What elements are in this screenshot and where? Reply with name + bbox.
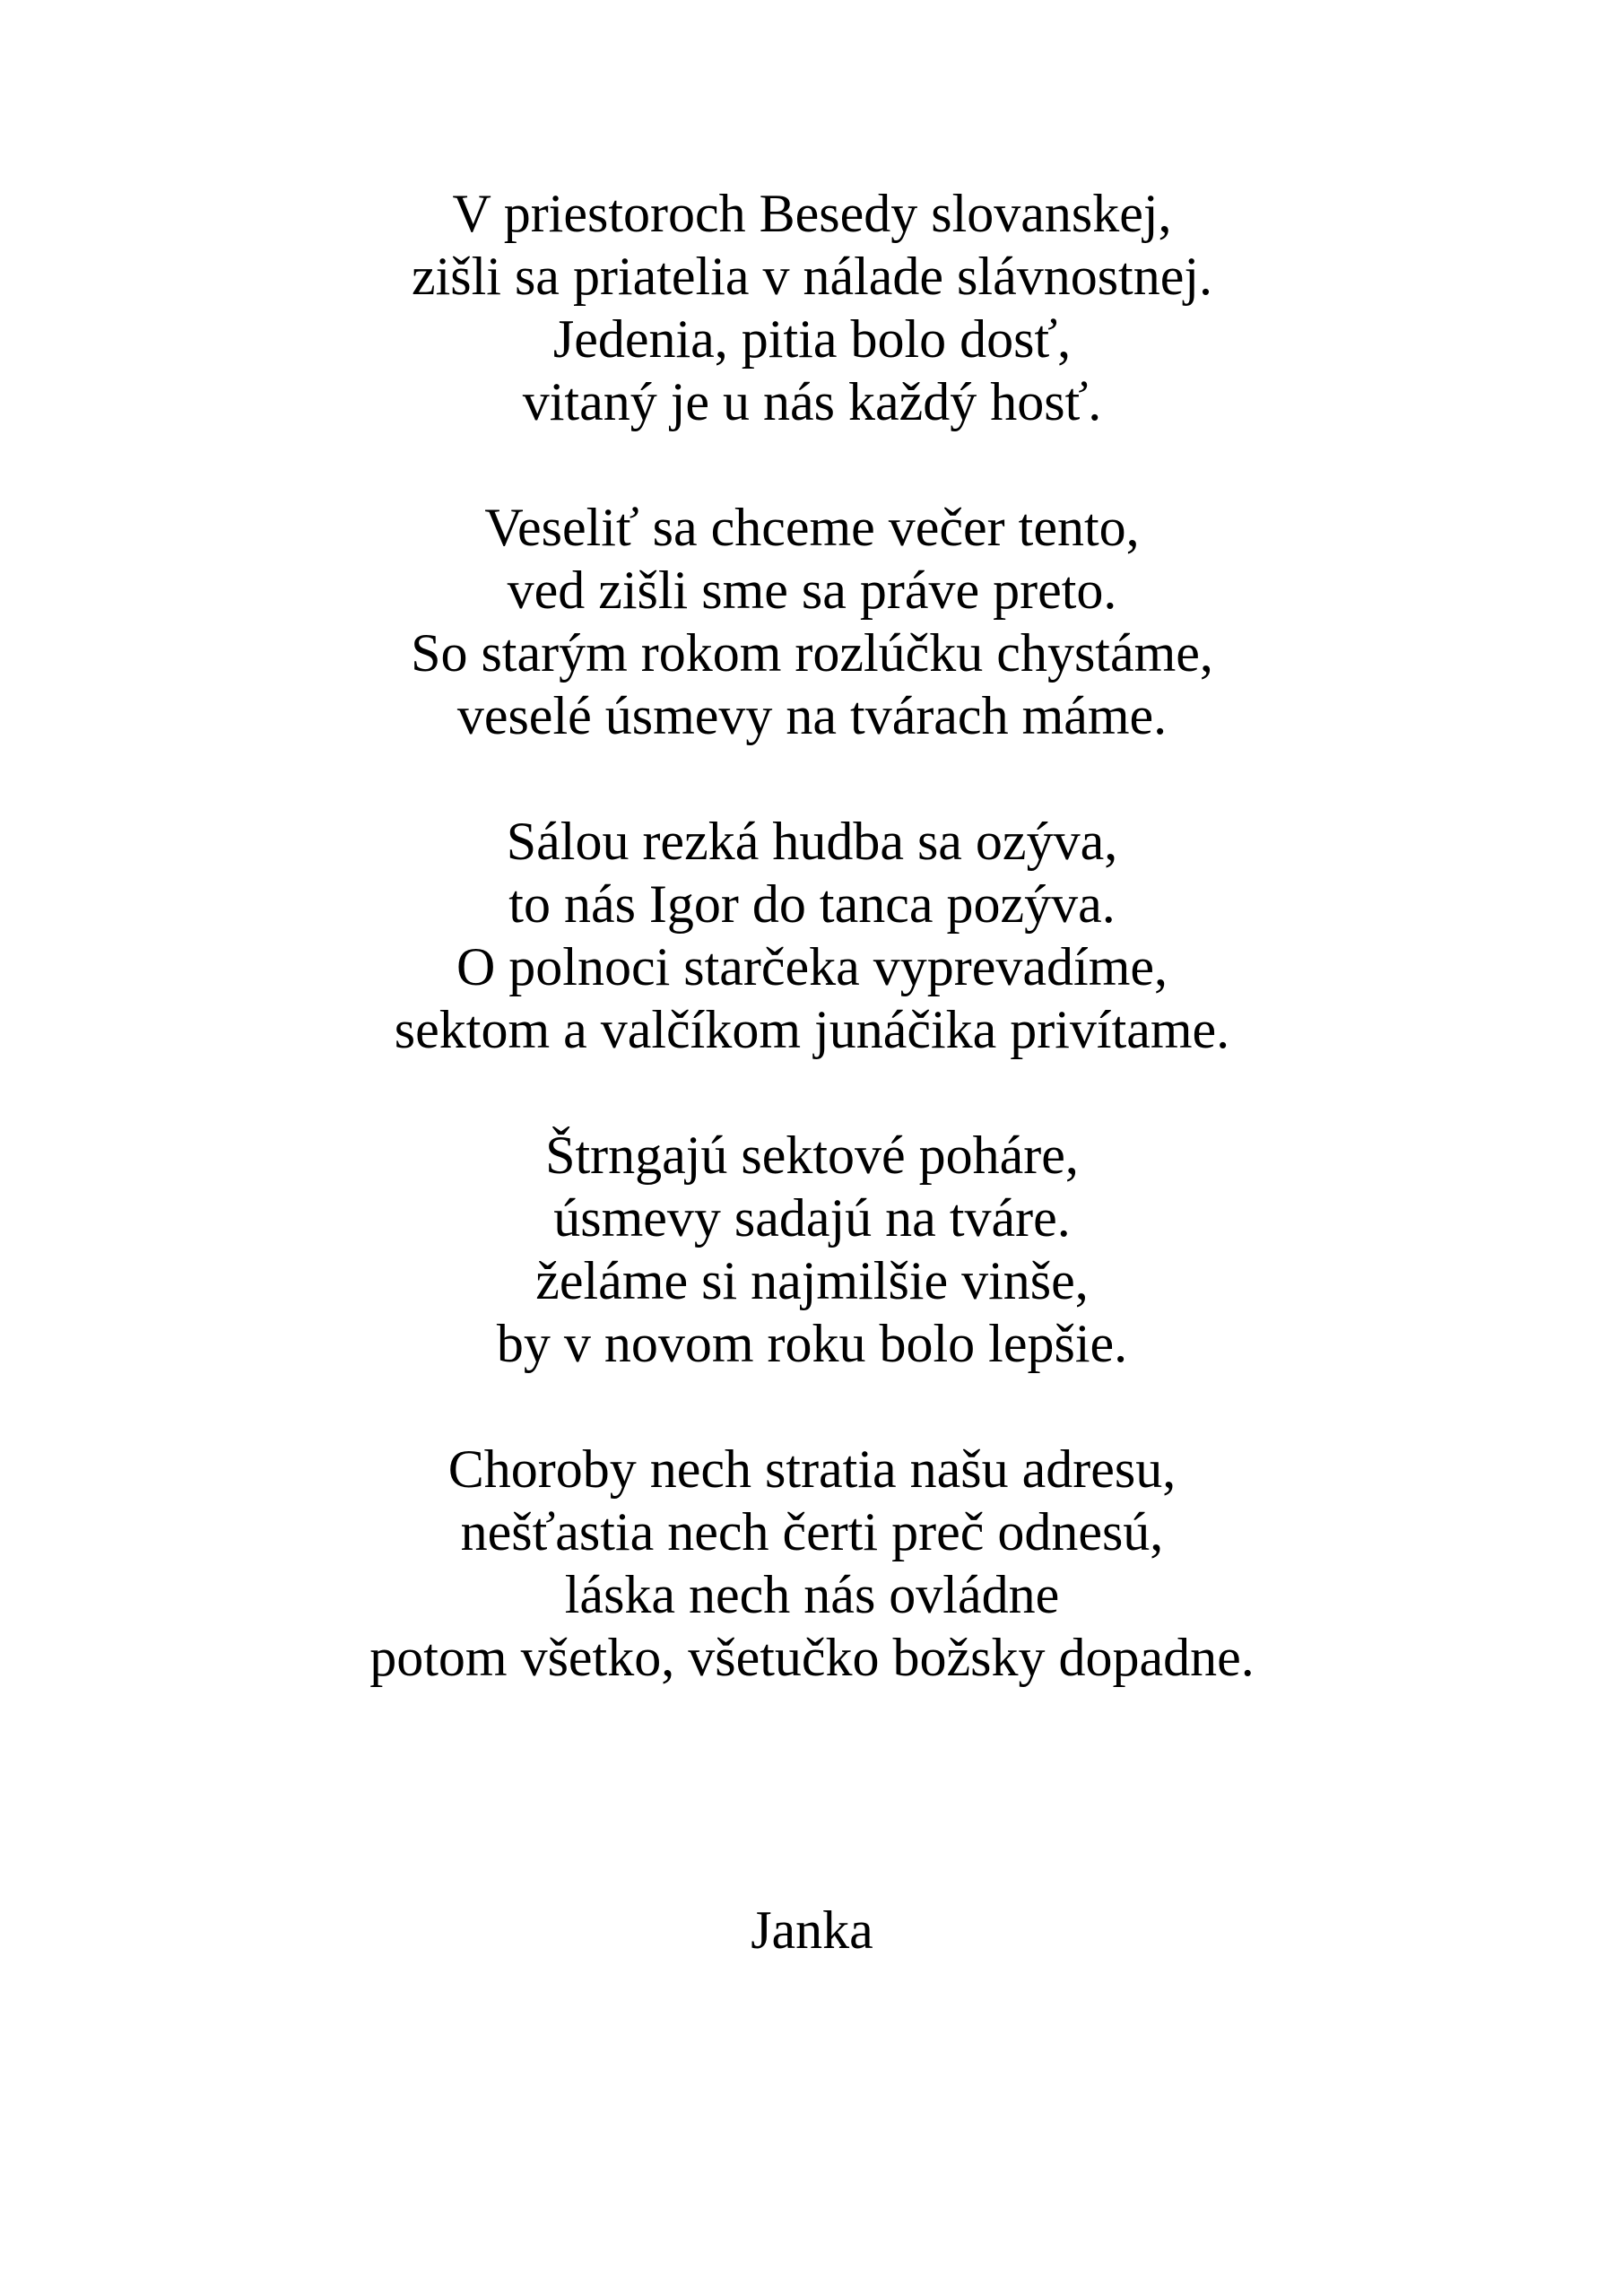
poem-line: ved zišli sme sa práve preto.	[507, 561, 1117, 620]
poem-line: potom všetko, všetučko božsky dopadne.	[369, 1628, 1255, 1687]
stanza-3	[0, 810, 1624, 1061]
poem-line: láska nech nás ovládne	[564, 1565, 1060, 1624]
poem-line: Štrngajú sektové poháre,	[545, 1126, 1079, 1185]
poem-line: nešťastia nech čerti preč odnesú,	[460, 1502, 1164, 1561]
poem	[0, 182, 1624, 1689]
poem-line: to nás Igor do tanca pozýva.	[508, 874, 1116, 934]
poem-line: So starým rokom rozlúčku chystáme,	[411, 623, 1213, 683]
poem-line: úsmevy sadajú na tváre.	[553, 1188, 1071, 1248]
poem-line: Jedenia, pitia bolo dosť,	[552, 309, 1072, 369]
stanza-5	[0, 1438, 1624, 1689]
poem-line: veselé úsmevy na tvárach máme.	[456, 686, 1168, 745]
poem-line: sektom a valčíkom junáčika privítame.	[394, 1000, 1230, 1059]
poem-line: by v novom roku bolo lepšie.	[496, 1314, 1128, 1373]
poem-line: vitaný je u nás každý hosť.	[522, 372, 1102, 431]
stanza-2	[0, 496, 1624, 747]
author-signature: Janka	[751, 1900, 873, 1960]
poem-line: V priestoroch Besedy slovanskej,	[452, 184, 1172, 243]
poem-line: zišli sa priatelia v nálade slávnostnej.	[411, 247, 1213, 306]
stanza-4	[0, 1124, 1624, 1375]
stanza-1	[0, 182, 1624, 433]
poem-line: Sálou rezká hudba sa ozýva,	[506, 812, 1118, 871]
poem-line: O polnoci starčeka vyprevadíme,	[456, 937, 1168, 996]
poem-line: želáme si najmilšie vinše,	[535, 1251, 1089, 1310]
poem-line: Veseliť sa chceme večer tento,	[484, 498, 1140, 557]
poem-line: Choroby nech stratia našu adresu,	[447, 1439, 1177, 1499]
